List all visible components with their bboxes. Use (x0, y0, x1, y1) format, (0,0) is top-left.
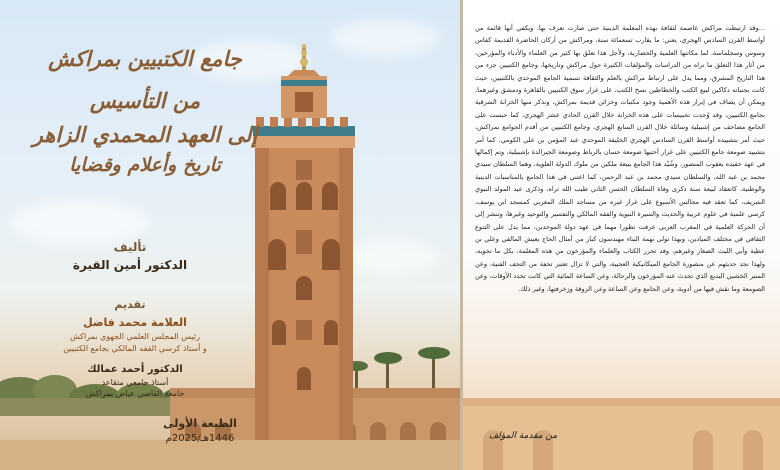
preface-2-name: الدكتور أحمد عمالك (87, 364, 183, 375)
title-line-3: إلى العهد المحمدي الزاهر (32, 122, 258, 147)
preface-1-name: العلامة محمد فاضل (83, 316, 187, 329)
edition-year: 1446هـ/2025م (165, 433, 235, 444)
author-label: تأليف (113, 240, 147, 254)
ground (0, 440, 460, 470)
preface-1-role: رئيس المجلس العلمي الجهوي بمراكش (69, 332, 201, 341)
subtitle: تاريخ وأعلام وقضايا (69, 154, 221, 176)
title-line-2: من التأسيس (89, 88, 201, 113)
excerpt-source-signature: من مقدمة المؤلف (488, 431, 558, 441)
edition-label: الطبعة الأولى (163, 417, 237, 430)
author-name: الدكتور أمين القيرة (72, 258, 188, 272)
preface-2-role: جامعة القاضي عياض بمراكش (85, 389, 185, 398)
back-cover-excerpt: ...وقد ارتبطت مراكش عاصمة لثقافة بهذه المعلمة الدينية حتى صارت تعرف بها، ويكفي أنها قائمة من أواسط القرن السادس الهجري، يعني: ما يقارب تسعمائة سنة، ومراكش من أركان الحاضرة القديمة كفاس وسوس وسجلماسة، لما مكانتها العلمية والحضارية، ولأجل هذا تعلق بها كثير من العلماء والأدباء والمؤرخين، من آثار هذا التعلق ما تراه من الدراسات والمؤلفات الكثيرة حول مراكش وتاريخها، وجامع الكتبيين جزء من هذا التاريخ المشرق، ومما يدل على ارتباط مراكش بالعلم والثقافة تسمية الجامع الموحدي بالكتبيين، حيث كانت بجنباته دكاكين لبيع الكتب والخطاطين نسخ الكتب، على غرار سوق الكتبيين بالقاهرة ودمشق وغيرهما، ويمكن أن يضاف في إبراز هذه الأهمية وجود مكتبات وخزائن قديمة بمراكش، ونذكر منها الخزانة الشرقية بجامع الكتبيين، وقد وُجدت تحبيسات على هذه الخزانة خلال القرن الحادي عشر الهجري، كما حبست على الجامع مصاحف من إشبيلية وسائلة خلال القرن السابع الهجري، وجامع الكتبيين من أقدم الجوامع بمراكش، حيث أمر بتشييده أواسط القرن السادس الهجري الخليفة الموحدي عبد المؤمن بن علي الكومي، كما أمر بتشييد صومعة جامع الكتبيين على غرار أختيها صومعة حسان بالرباط وصومعة الجيرالدة بإشبيلية، وتم إكمالها في عهد حفيده يعقوب المنصور، وشُيّد هذا الجامع ببيعة ملكين من ملوك الدولة العلوية، وهما السلطان سيدي محمد بن عبد الله، والسلطان سيدي محمد بن عبد الرحمن، كما اعتني في هذا الجامع بالمناسبات الدينية والوطنية، كانعقاد لبيعة سنة ذكرى وفاة السلطان الحسن الثاني طيب الله ثراه، وذكرى عيد المولد النبوي الشريف، كما تعقد فيه مجالس الأسبوع على غرار غيره من مساجد الملك المغربي كمسجد ابن يوسف، كرسي علمية في علوم عربية والحديث والسيرة النبوية والفقه المالكي والتفسير والتوحيد وغيرها، وتنشر إلى أن الحركة العلمية في المغرب العربي عرفت تطورا مهما في عهد دولة الموحدين، مما يدل على التنوع الثقافي في مختلف الميادين، وبهذا تولى بهمة البناء مهندسون كبار من أمثال الحاج يعيش المالقي وعلي بن عطية وأبي الليث الصغار وغيرهم، وقد تحرر الكتاب والعلماء والمؤرخون من هذه المعلمة، بكل ما تحويه، ولهذا نجد حديثهم عن منصورة الجامع الميكانيكية العجيبة، والتي لا تزال تعتبر تحفة من التحف الفنية، وعن المنبر الخشبي البديع الذي تحدث عنه المؤرخون والرحالة، وعن الساعة المائية التي كانت تحدد الأوقات، وعن الصومعة وما نقش فيها من أدوية، وعن الجامع وعن الساعة وعن الزوقة وزخرفتها، وغير ذلك. (475, 24, 765, 293)
preface-2-role: أستاذ جامعي متقاعد (101, 378, 169, 387)
preface-label: تقديم (114, 298, 146, 311)
preface-1-role: و أستاذ كرسي الفقه المالكي بجامع الكتبيين (63, 344, 207, 353)
back-cover (463, 0, 780, 470)
title-line-1: جامع الكتبيين بمراكش (48, 46, 242, 71)
